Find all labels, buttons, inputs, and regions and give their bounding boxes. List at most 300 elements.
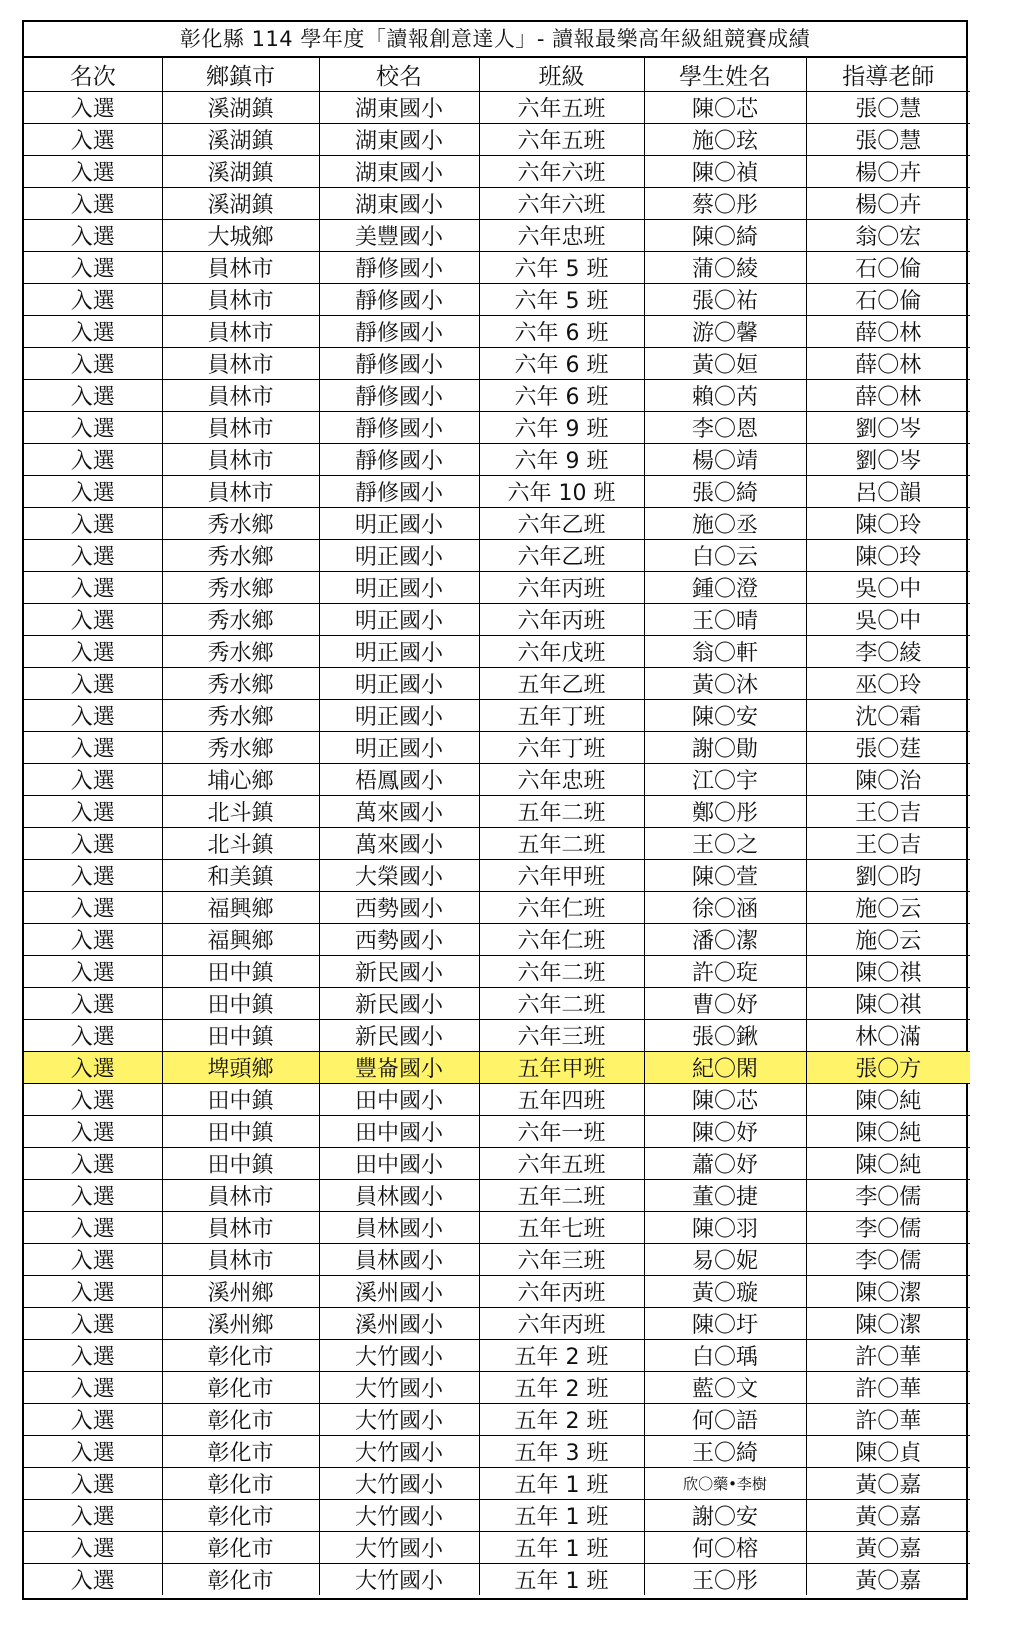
cell-student: 何〇榕 <box>644 1532 806 1564</box>
cell-township: 員林市 <box>162 1212 319 1244</box>
results-table <box>24 58 970 1595</box>
cell-teacher: 沈〇霜 <box>806 700 970 732</box>
table-row <box>24 92 970 124</box>
cell-school: 湖東國小 <box>319 124 479 156</box>
cell-rank: 入選 <box>24 1404 162 1436</box>
table-row <box>24 636 970 668</box>
table-row <box>24 508 970 540</box>
cell-teacher: 石〇倫 <box>806 284 970 316</box>
cell-rank: 入選 <box>24 124 162 156</box>
cell-school: 明正國小 <box>319 572 479 604</box>
cell-township: 秀水鄉 <box>162 572 319 604</box>
cell-rank: 入選 <box>24 1244 162 1276</box>
cell-school: 田中國小 <box>319 1116 479 1148</box>
cell-teacher: 王〇吉 <box>806 796 970 828</box>
cell-township: 田中鎮 <box>162 1116 319 1148</box>
cell-school: 大榮國小 <box>319 860 479 892</box>
cell-class: 六年三班 <box>479 1020 644 1052</box>
cell-student: 藍〇文 <box>644 1372 806 1404</box>
cell-township: 員林市 <box>162 252 319 284</box>
cell-township: 秀水鄉 <box>162 540 319 572</box>
cell-teacher: 陳〇貞 <box>806 1436 970 1468</box>
table-row <box>24 1276 970 1308</box>
cell-class: 六年丙班 <box>479 604 644 636</box>
cell-teacher: 吳〇中 <box>806 572 970 604</box>
cell-student: 曹〇妤 <box>644 988 806 1020</box>
cell-class: 六年忠班 <box>479 220 644 252</box>
cell-rank: 入選 <box>24 1436 162 1468</box>
cell-student: 陳〇萱 <box>644 860 806 892</box>
cell-student: 張〇祐 <box>644 284 806 316</box>
cell-teacher: 薛〇林 <box>806 348 970 380</box>
cell-rank: 入選 <box>24 668 162 700</box>
cell-rank: 入選 <box>24 444 162 476</box>
cell-school: 明正國小 <box>319 508 479 540</box>
cell-township: 和美鎮 <box>162 860 319 892</box>
cell-rank: 入選 <box>24 1468 162 1500</box>
cell-rank: 入選 <box>24 220 162 252</box>
cell-teacher: 楊〇卉 <box>806 188 970 220</box>
table-row <box>24 604 970 636</box>
cell-class: 六年六班 <box>479 188 644 220</box>
cell-township: 彰化市 <box>162 1340 319 1372</box>
results-sheet <box>22 20 968 1600</box>
cell-teacher: 劉〇岑 <box>806 444 970 476</box>
cell-class: 六年乙班 <box>479 540 644 572</box>
cell-school: 員林國小 <box>319 1212 479 1244</box>
cell-teacher: 李〇儒 <box>806 1244 970 1276</box>
cell-teacher: 林〇滿 <box>806 1020 970 1052</box>
cell-student: 王〇之 <box>644 828 806 860</box>
cell-school: 靜修國小 <box>319 380 479 412</box>
cell-school: 大竹國小 <box>319 1468 479 1500</box>
cell-class: 六年忠班 <box>479 764 644 796</box>
table-row <box>24 764 970 796</box>
cell-class: 五年 3 班 <box>479 1436 644 1468</box>
cell-class: 六年五班 <box>479 1148 644 1180</box>
cell-student: 謝〇安 <box>644 1500 806 1532</box>
cell-teacher: 陳〇純 <box>806 1148 970 1180</box>
cell-rank: 入選 <box>24 1180 162 1212</box>
cell-rank: 入選 <box>24 1148 162 1180</box>
cell-rank: 入選 <box>24 1084 162 1116</box>
cell-township: 員林市 <box>162 316 319 348</box>
table-row <box>24 700 970 732</box>
cell-school: 湖東國小 <box>319 92 479 124</box>
cell-school: 田中國小 <box>319 1148 479 1180</box>
cell-student: 陳〇安 <box>644 700 806 732</box>
cell-teacher: 陳〇治 <box>806 764 970 796</box>
cell-student: 白〇瑀 <box>644 1340 806 1372</box>
cell-student: 施〇丞 <box>644 508 806 540</box>
cell-township: 員林市 <box>162 284 319 316</box>
cell-class: 六年戊班 <box>479 636 644 668</box>
table-row <box>24 1180 970 1212</box>
table-row <box>24 1212 970 1244</box>
cell-student: 易〇妮 <box>644 1244 806 1276</box>
cell-school: 美豐國小 <box>319 220 479 252</box>
table-body <box>24 92 970 1596</box>
cell-rank: 入選 <box>24 764 162 796</box>
cell-student: 陳〇羽 <box>644 1212 806 1244</box>
cell-teacher: 許〇華 <box>806 1372 970 1404</box>
cell-teacher: 張〇慧 <box>806 92 970 124</box>
cell-teacher: 王〇吉 <box>806 828 970 860</box>
cell-student: 蔡〇彤 <box>644 188 806 220</box>
cell-student: 何〇語 <box>644 1404 806 1436</box>
cell-township: 員林市 <box>162 380 319 412</box>
cell-rank: 入選 <box>24 956 162 988</box>
cell-school: 梧鳳國小 <box>319 764 479 796</box>
cell-rank: 入選 <box>24 252 162 284</box>
table-row <box>24 1564 970 1596</box>
cell-township: 田中鎮 <box>162 988 319 1020</box>
cell-township: 員林市 <box>162 1244 319 1276</box>
table-row <box>24 380 970 412</box>
cell-teacher: 李〇儒 <box>806 1180 970 1212</box>
cell-teacher: 施〇云 <box>806 892 970 924</box>
cell-class: 五年 2 班 <box>479 1340 644 1372</box>
cell-rank: 入選 <box>24 284 162 316</box>
cell-class: 六年二班 <box>479 956 644 988</box>
cell-class: 六年 10 班 <box>479 476 644 508</box>
cell-class: 五年四班 <box>479 1084 644 1116</box>
cell-township: 溪州鄉 <box>162 1276 319 1308</box>
cell-township: 彰化市 <box>162 1404 319 1436</box>
cell-student: 黃〇璇 <box>644 1276 806 1308</box>
cell-township: 秀水鄉 <box>162 508 319 540</box>
cell-student: 陳〇芯 <box>644 1084 806 1116</box>
cell-rank: 入選 <box>24 828 162 860</box>
cell-class: 六年二班 <box>479 988 644 1020</box>
table-row <box>24 316 970 348</box>
cell-student: 欣〇藥•李樹 <box>644 1468 806 1500</box>
cell-school: 靜修國小 <box>319 316 479 348</box>
table-row <box>24 988 970 1020</box>
cell-school: 新民國小 <box>319 988 479 1020</box>
cell-class: 六年五班 <box>479 124 644 156</box>
table-row <box>24 1340 970 1372</box>
cell-rank: 入選 <box>24 1340 162 1372</box>
cell-class: 六年甲班 <box>479 860 644 892</box>
cell-student: 徐〇涵 <box>644 892 806 924</box>
cell-school: 明正國小 <box>319 700 479 732</box>
cell-rank: 入選 <box>24 508 162 540</box>
cell-rank: 入選 <box>24 156 162 188</box>
cell-township: 福興鄉 <box>162 924 319 956</box>
cell-school: 大竹國小 <box>319 1372 479 1404</box>
cell-class: 六年 6 班 <box>479 316 644 348</box>
cell-student: 張〇綺 <box>644 476 806 508</box>
cell-student: 李〇恩 <box>644 412 806 444</box>
cell-rank: 入選 <box>24 380 162 412</box>
cell-township: 秀水鄉 <box>162 732 319 764</box>
cell-rank: 入選 <box>24 1532 162 1564</box>
cell-student: 謝〇勛 <box>644 732 806 764</box>
cell-class: 六年 9 班 <box>479 412 644 444</box>
cell-class: 五年 2 班 <box>479 1372 644 1404</box>
cell-teacher: 黃〇嘉 <box>806 1468 970 1500</box>
cell-student: 董〇捷 <box>644 1180 806 1212</box>
cell-student: 黃〇姮 <box>644 348 806 380</box>
cell-rank: 入選 <box>24 1116 162 1148</box>
cell-rank: 入選 <box>24 92 162 124</box>
cell-class: 六年三班 <box>479 1244 644 1276</box>
cell-teacher: 劉〇昀 <box>806 860 970 892</box>
table-row <box>24 1468 970 1500</box>
cell-teacher: 劉〇岑 <box>806 412 970 444</box>
cell-class: 五年 1 班 <box>479 1468 644 1500</box>
table-row <box>24 284 970 316</box>
cell-class: 六年丙班 <box>479 1276 644 1308</box>
cell-rank: 入選 <box>24 796 162 828</box>
cell-township: 田中鎮 <box>162 1148 319 1180</box>
cell-teacher: 楊〇卉 <box>806 156 970 188</box>
cell-school: 大竹國小 <box>319 1404 479 1436</box>
cell-rank: 入選 <box>24 988 162 1020</box>
header-township: 鄉鎮市 <box>162 58 319 92</box>
cell-student: 陳〇圩 <box>644 1308 806 1340</box>
cell-teacher: 陳〇玲 <box>806 540 970 572</box>
cell-teacher: 吳〇中 <box>806 604 970 636</box>
table-row <box>24 668 970 700</box>
cell-student: 張〇鍬 <box>644 1020 806 1052</box>
cell-student: 陳〇綺 <box>644 220 806 252</box>
cell-rank: 入選 <box>24 1212 162 1244</box>
cell-township: 員林市 <box>162 412 319 444</box>
cell-rank: 入選 <box>24 540 162 572</box>
cell-township: 北斗鎮 <box>162 796 319 828</box>
cell-school: 西勢國小 <box>319 892 479 924</box>
cell-student: 蕭〇妤 <box>644 1148 806 1180</box>
cell-class: 六年 9 班 <box>479 444 644 476</box>
header-class: 班級 <box>479 58 644 92</box>
cell-school: 大竹國小 <box>319 1564 479 1596</box>
cell-school: 溪州國小 <box>319 1308 479 1340</box>
table-row <box>24 956 970 988</box>
cell-school: 湖東國小 <box>319 156 479 188</box>
cell-student: 陳〇妤 <box>644 1116 806 1148</box>
table-row <box>24 1308 970 1340</box>
cell-teacher: 黃〇嘉 <box>806 1532 970 1564</box>
document-title: 彰化縣 114 學年度「讀報創意達人」- 讀報最樂高年級組競賽成績 <box>24 22 966 58</box>
header-row <box>24 58 970 92</box>
cell-township: 秀水鄉 <box>162 636 319 668</box>
cell-school: 田中國小 <box>319 1084 479 1116</box>
cell-teacher: 李〇儒 <box>806 1212 970 1244</box>
cell-school: 大竹國小 <box>319 1340 479 1372</box>
table-row <box>24 1148 970 1180</box>
cell-student: 黃〇沐 <box>644 668 806 700</box>
table-row <box>24 924 970 956</box>
cell-class: 五年丁班 <box>479 700 644 732</box>
cell-rank: 入選 <box>24 476 162 508</box>
cell-teacher: 石〇倫 <box>806 252 970 284</box>
table-row <box>24 796 970 828</box>
cell-township: 溪湖鎮 <box>162 156 319 188</box>
header-teacher: 指導老師 <box>806 58 970 92</box>
table-row <box>24 220 970 252</box>
cell-class: 五年 1 班 <box>479 1532 644 1564</box>
cell-school: 明正國小 <box>319 668 479 700</box>
cell-rank: 入選 <box>24 412 162 444</box>
cell-township: 員林市 <box>162 476 319 508</box>
cell-school: 靜修國小 <box>319 412 479 444</box>
cell-teacher: 呂〇韻 <box>806 476 970 508</box>
cell-class: 六年 5 班 <box>479 252 644 284</box>
cell-township: 溪湖鎮 <box>162 92 319 124</box>
cell-school: 員林國小 <box>319 1180 479 1212</box>
cell-teacher: 許〇華 <box>806 1404 970 1436</box>
cell-student: 賴〇芮 <box>644 380 806 412</box>
cell-class: 六年五班 <box>479 92 644 124</box>
cell-rank: 入選 <box>24 1020 162 1052</box>
header-rank: 名次 <box>69 64 116 90</box>
cell-teacher: 翁〇宏 <box>806 220 970 252</box>
cell-rank: 入選 <box>24 316 162 348</box>
cell-teacher: 張〇方 <box>806 1052 970 1084</box>
cell-student: 王〇彤 <box>644 1564 806 1596</box>
cell-rank: 入選 <box>24 1052 162 1084</box>
cell-township: 埔心鄉 <box>162 764 319 796</box>
cell-township: 彰化市 <box>162 1564 319 1596</box>
cell-class: 五年 1 班 <box>479 1564 644 1596</box>
cell-rank: 入選 <box>24 732 162 764</box>
table-row <box>24 732 970 764</box>
table-row <box>24 572 970 604</box>
cell-school: 湖東國小 <box>319 188 479 220</box>
table-row <box>24 860 970 892</box>
table-row <box>24 476 970 508</box>
cell-class: 六年仁班 <box>479 924 644 956</box>
table-row <box>24 828 970 860</box>
cell-township: 員林市 <box>162 444 319 476</box>
cell-school: 溪州國小 <box>319 1276 479 1308</box>
cell-class: 六年丙班 <box>479 572 644 604</box>
cell-township: 福興鄉 <box>162 892 319 924</box>
cell-school: 萬來國小 <box>319 796 479 828</box>
cell-student: 鍾〇澄 <box>644 572 806 604</box>
cell-rank: 入選 <box>24 348 162 380</box>
cell-class: 六年丁班 <box>479 732 644 764</box>
cell-school: 新民國小 <box>319 956 479 988</box>
cell-school: 員林國小 <box>319 1244 479 1276</box>
table-row <box>24 444 970 476</box>
cell-student: 楊〇靖 <box>644 444 806 476</box>
cell-student: 陳〇芯 <box>644 92 806 124</box>
cell-student: 紀〇閑 <box>644 1052 806 1084</box>
table-row <box>24 348 970 380</box>
cell-teacher: 巫〇玲 <box>806 668 970 700</box>
cell-class: 五年二班 <box>479 796 644 828</box>
cell-teacher: 黃〇嘉 <box>806 1500 970 1532</box>
table-row <box>24 1020 970 1052</box>
cell-school: 萬來國小 <box>319 828 479 860</box>
cell-student: 蒲〇綾 <box>644 252 806 284</box>
cell-class: 五年二班 <box>479 828 644 860</box>
cell-school: 靜修國小 <box>319 348 479 380</box>
cell-school: 新民國小 <box>319 1020 479 1052</box>
header-school: 校名 <box>319 58 479 92</box>
cell-student: 王〇晴 <box>644 604 806 636</box>
cell-class: 六年丙班 <box>479 1308 644 1340</box>
table-row <box>24 1500 970 1532</box>
cell-rank: 入選 <box>24 1564 162 1596</box>
cell-teacher: 張〇莛 <box>806 732 970 764</box>
cell-school: 明正國小 <box>319 732 479 764</box>
cell-township: 員林市 <box>162 1180 319 1212</box>
table-row <box>24 1532 970 1564</box>
cell-rank: 入選 <box>24 1276 162 1308</box>
cell-class: 六年 6 班 <box>479 348 644 380</box>
cell-class: 五年 2 班 <box>479 1404 644 1436</box>
cell-rank: 入選 <box>24 860 162 892</box>
cell-class: 六年乙班 <box>479 508 644 540</box>
cell-teacher: 施〇云 <box>806 924 970 956</box>
cell-teacher: 陳〇純 <box>806 1084 970 1116</box>
cell-rank: 入選 <box>24 1372 162 1404</box>
cell-class: 五年 1 班 <box>479 1500 644 1532</box>
table-row <box>24 124 970 156</box>
header-student: 學生姓名 <box>644 58 806 92</box>
cell-class: 五年二班 <box>479 1180 644 1212</box>
cell-school: 靜修國小 <box>319 476 479 508</box>
cell-township: 彰化市 <box>162 1500 319 1532</box>
cell-teacher: 張〇慧 <box>806 124 970 156</box>
cell-rank: 入選 <box>24 924 162 956</box>
cell-teacher: 薛〇林 <box>806 316 970 348</box>
cell-student: 王〇綺 <box>644 1436 806 1468</box>
cell-teacher: 黃〇嘉 <box>806 1564 970 1596</box>
cell-student: 陳〇禎 <box>644 156 806 188</box>
cell-school: 靜修國小 <box>319 252 479 284</box>
cell-class: 六年 5 班 <box>479 284 644 316</box>
cell-township: 北斗鎮 <box>162 828 319 860</box>
cell-school: 大竹國小 <box>319 1436 479 1468</box>
cell-student: 白〇云 <box>644 540 806 572</box>
cell-rank: 入選 <box>24 572 162 604</box>
table-row <box>24 252 970 284</box>
cell-student: 江〇宇 <box>644 764 806 796</box>
table-row <box>24 1372 970 1404</box>
cell-student: 游〇馨 <box>644 316 806 348</box>
table-row <box>24 1084 970 1116</box>
cell-school: 西勢國小 <box>319 924 479 956</box>
table-row <box>24 1404 970 1436</box>
cell-rank: 入選 <box>24 1500 162 1532</box>
cell-teacher: 陳〇祺 <box>806 988 970 1020</box>
cell-rank: 入選 <box>24 1308 162 1340</box>
cell-school: 明正國小 <box>319 604 479 636</box>
cell-teacher: 陳〇純 <box>806 1116 970 1148</box>
table-row <box>24 412 970 444</box>
cell-township: 溪湖鎮 <box>162 124 319 156</box>
table-row <box>24 1436 970 1468</box>
cell-township: 秀水鄉 <box>162 604 319 636</box>
table-row <box>24 1244 970 1276</box>
cell-township: 員林市 <box>162 348 319 380</box>
cell-student: 翁〇軒 <box>644 636 806 668</box>
cell-township: 溪州鄉 <box>162 1308 319 1340</box>
cell-student: 潘〇潔 <box>644 924 806 956</box>
cell-rank: 入選 <box>24 188 162 220</box>
cell-township: 埤頭鄉 <box>162 1052 319 1084</box>
cell-teacher: 陳〇祺 <box>806 956 970 988</box>
cell-teacher: 陳〇潔 <box>806 1276 970 1308</box>
cell-teacher: 薛〇林 <box>806 380 970 412</box>
table-row <box>24 188 970 220</box>
cell-class: 五年甲班 <box>479 1052 644 1084</box>
